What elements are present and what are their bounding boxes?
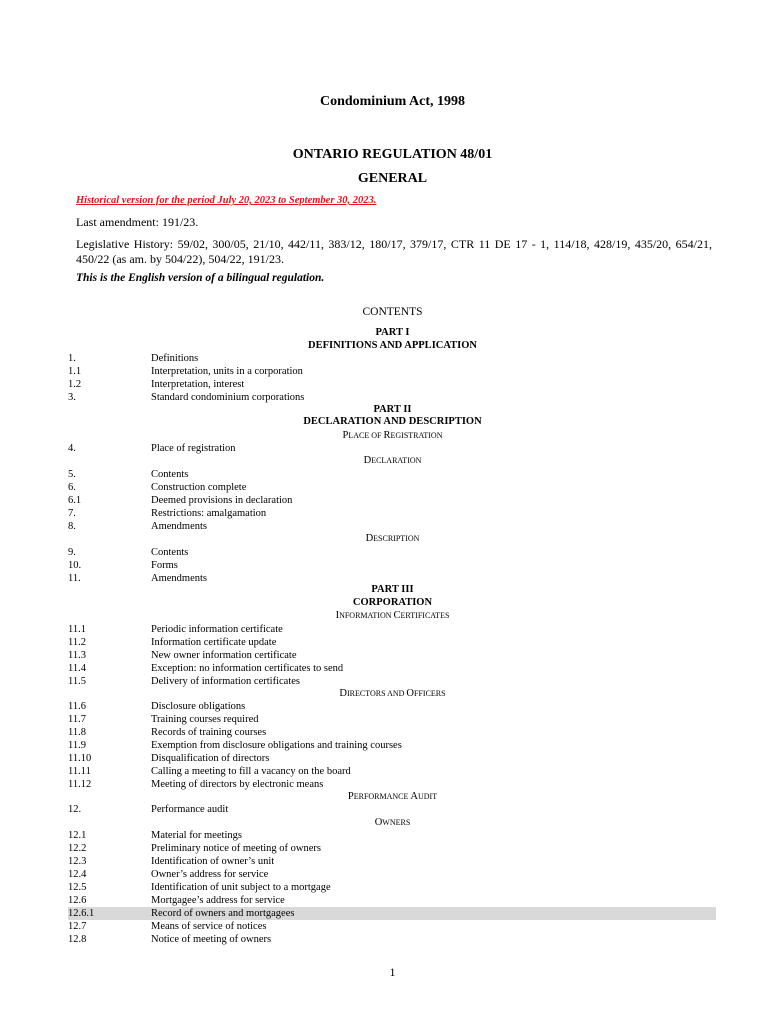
section-title: Place of registration: [151, 443, 236, 454]
toc-row[interactable]: [68, 559, 716, 572]
last-amendment: Last amendment: 191/23.: [76, 215, 199, 229]
section-number: 12.7: [68, 921, 87, 932]
toc-row[interactable]: [68, 623, 716, 636]
section-title: Standard condominium corporations: [151, 392, 305, 403]
section-number: 6.: [68, 482, 76, 493]
section-title: Notice of meeting of owners: [151, 934, 272, 945]
section-number: 11.7: [68, 714, 86, 725]
section-title: Periodic information certificate: [151, 624, 283, 635]
section-number: 9.: [68, 547, 76, 558]
subheading-owners: OWNERS: [374, 817, 411, 828]
section-number: 11.11: [68, 766, 91, 777]
toc-row[interactable]: [68, 636, 716, 649]
section-title: Amendments: [151, 573, 207, 584]
section-number: 11.12: [68, 779, 92, 790]
section-number: 1.2: [68, 379, 82, 390]
section-title: Training courses required: [151, 714, 259, 725]
toc-row[interactable]: [68, 855, 716, 868]
section-title: Record of owners and mortgagees: [151, 908, 295, 919]
toc-row[interactable]: [68, 726, 716, 739]
section-title: Definitions: [151, 353, 199, 364]
toc-row[interactable]: [68, 365, 716, 378]
toc-row[interactable]: [68, 468, 716, 481]
section-number: 12.2: [68, 843, 87, 854]
part-2-title: DECLARATION AND DESCRIPTION: [303, 416, 482, 427]
section-title: Preliminary notice of meeting of owners: [151, 843, 321, 854]
historical-version-link[interactable]: Historical version for the period July 20, 2023 to September 30, 2023.: [76, 195, 377, 206]
section-title: Identification of unit subject to a mortgage: [151, 882, 331, 893]
toc-row[interactable]: [68, 700, 716, 713]
section-title: Performance audit: [151, 804, 229, 815]
section-number: 1.: [68, 353, 76, 364]
english-version-note: This is the English version of a bilingual regulation.: [76, 272, 325, 284]
contents-heading: CONTENTS: [362, 306, 423, 318]
toc-row[interactable]: [68, 352, 716, 365]
toc-row[interactable]: [68, 481, 716, 494]
part-3-label: PART III: [371, 584, 414, 595]
section-title: Delivery of information certificates: [151, 676, 300, 687]
section-title: Disclosure obligations: [151, 701, 246, 712]
section-title: Identification of owner’s unit: [151, 856, 275, 867]
section-number: 11.5: [68, 676, 86, 687]
section-number: 12.5: [68, 882, 87, 893]
section-number: 12.6.1: [68, 908, 95, 919]
section-title: Owner’s address for service: [151, 869, 269, 880]
section-title: Deemed provisions in declaration: [151, 495, 293, 506]
subheading-information-certificates: INFORMATION CERTIFICATES: [335, 610, 450, 621]
toc-row[interactable]: [68, 713, 716, 726]
section-title: Contents: [151, 547, 189, 558]
section-number: 5.: [68, 469, 76, 480]
regulation-title: ONTARIO REGULATION 48/01: [292, 147, 493, 162]
toc-row[interactable]: [68, 881, 716, 894]
section-number: 6.1: [68, 495, 82, 506]
toc-row[interactable]: [68, 546, 716, 559]
section-title: Exemption from disclosure obligations and training courses: [151, 740, 402, 751]
toc-row[interactable]: [68, 739, 716, 752]
section-number: 12.3: [68, 856, 87, 867]
toc-row[interactable]: [68, 520, 716, 533]
section-title: Calling a meeting to fill a vacancy on the board: [151, 766, 351, 777]
section-number: 11.10: [68, 753, 92, 764]
section-number: 1.1: [68, 366, 82, 377]
toc-row[interactable]: [68, 933, 716, 946]
section-number: 7.: [68, 508, 76, 519]
section-number: 12.1: [68, 830, 87, 841]
toc-row[interactable]: [68, 765, 716, 778]
toc-row[interactable]: [68, 752, 716, 765]
part-3-title: CORPORATION: [352, 597, 433, 608]
section-title: Amendments: [151, 521, 207, 532]
section-title: Restrictions: amalgamation: [151, 508, 267, 519]
section-title: New owner information certificate: [151, 650, 297, 661]
toc-row[interactable]: [68, 378, 716, 391]
section-number: 11.8: [68, 727, 86, 738]
section-number: 10.: [68, 560, 82, 571]
regulation-subtitle: GENERAL: [357, 171, 428, 186]
section-number: 11.1: [68, 624, 86, 635]
toc-row[interactable]: [68, 507, 716, 520]
subheading-directors-and-officers: DIRECTORS AND OFFICERS: [339, 688, 446, 699]
section-title: Contents: [151, 469, 189, 480]
section-number: 11.9: [68, 740, 86, 751]
toc-row[interactable]: [68, 803, 716, 816]
section-number: 4.: [68, 443, 76, 454]
toc-row[interactable]: [68, 920, 716, 933]
section-number: 11.6: [68, 701, 86, 712]
subheading-declaration: DECLARATION: [363, 455, 422, 466]
section-title: Forms: [151, 560, 178, 571]
part-1-label: PART I: [375, 327, 410, 338]
toc-row[interactable]: [68, 391, 716, 404]
part-1-title: DEFINITIONS AND APPLICATION: [308, 340, 477, 351]
section-number: 12.6: [68, 895, 87, 906]
section-number: 11.4: [68, 663, 86, 674]
toc-row[interactable]: [68, 894, 716, 907]
toc-row-highlighted[interactable]: [68, 907, 716, 920]
subheading-description: DESCRIPTION: [365, 533, 420, 544]
toc-row[interactable]: [68, 649, 716, 662]
section-title: Information certificate update: [151, 637, 277, 648]
section-title: Construction complete: [151, 482, 247, 493]
section-title: Material for meetings: [151, 830, 242, 841]
act-title: Condominium Act, 1998: [319, 94, 466, 109]
section-title: Mortgagee’s address for service: [151, 895, 285, 906]
section-number: 12.4: [68, 869, 87, 880]
section-title: Interpretation, units in a corporation: [151, 366, 303, 377]
part-2-label: PART II: [373, 404, 412, 415]
section-number: 8.: [68, 521, 76, 532]
section-title: Records of training courses: [151, 727, 267, 738]
subheading-place-of-registration: PLACE OF REGISTRATION: [342, 430, 443, 441]
section-number: 3.: [68, 392, 76, 403]
toc-row[interactable]: [68, 494, 716, 507]
toc-row[interactable]: [68, 829, 716, 842]
toc-row[interactable]: [68, 442, 716, 455]
section-title: Disqualification of directors: [151, 753, 270, 764]
toc-row[interactable]: [68, 778, 716, 791]
section-number: 11.2: [68, 637, 86, 648]
toc-row[interactable]: [68, 675, 716, 688]
section-number: 11.: [68, 573, 81, 584]
toc-row[interactable]: [68, 842, 716, 855]
section-title: Interpretation, interest: [151, 379, 245, 390]
section-number: 12.8: [68, 934, 87, 945]
page-number: 1: [389, 965, 396, 979]
section-number: 11.3: [68, 650, 86, 661]
section-title: Exception: no information certificates to send: [151, 663, 344, 674]
legislative-history: Legislative History: 59/02, 300/05, 21/10, 442/11, 383/12, 180/17, 379/17, CTR 11 DE 17 - 1, 114/18, 428/19, 435/20, 654/21, 450/22 (as am. by 504/22), 504/22, 191/23.: [76, 237, 712, 266]
toc-row[interactable]: [68, 868, 716, 881]
section-title: Meeting of directors by electronic means: [151, 779, 324, 790]
toc-row[interactable]: [68, 662, 716, 675]
section-title: Means of service of notices: [151, 921, 267, 932]
subheading-performance-audit: PERFORMANCE AUDIT: [347, 791, 438, 802]
section-number: 12.: [68, 804, 82, 815]
